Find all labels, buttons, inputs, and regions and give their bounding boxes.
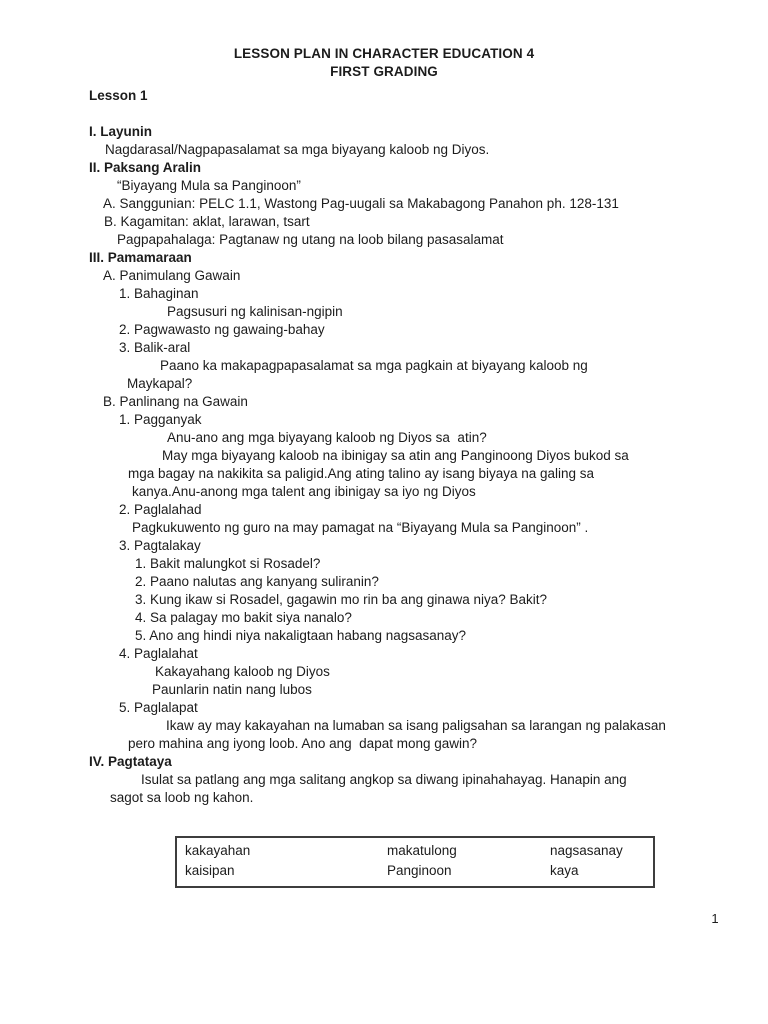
document-heading-line: II. Paksang Aralin xyxy=(89,160,202,175)
document-text-line: B. Panlinang na Gawain xyxy=(103,394,248,409)
document-text-line: 2. Paglalahad xyxy=(119,502,202,517)
document-text-line: Anu-ano ang mga biyayang kaloob ng Diyos sa atin? xyxy=(167,430,487,445)
document-text-line: Paunlarin natin nang lubos xyxy=(152,682,312,697)
word-bank-item: nagsasanay xyxy=(550,843,623,858)
document-text-line: sagot sa loob ng kahon. xyxy=(110,790,254,805)
document-text-line: 3. Balik-aral xyxy=(119,340,191,355)
document-text-line: Pagkukuwento ng guro na may pamagat na “Biyayang Mula sa Panginoon” . xyxy=(132,520,589,535)
document-text-line: Kakayahang kaloob ng Diyos xyxy=(155,664,330,679)
document-text-line: Maykapal? xyxy=(127,376,193,391)
document-text-line: 4. Sa palagay mo bakit siya nanalo? xyxy=(135,610,352,625)
document-text-line: “Biyayang Mula sa Panginoon” xyxy=(117,178,301,193)
document-title-block xyxy=(0,45,768,81)
document-body xyxy=(0,87,768,807)
document-text-line: kanya.Anu-anong mga talent ang ibinigay sa iyo ng Diyos xyxy=(132,484,476,499)
document-text-line: A. Sanggunian: PELC 1.1, Wastong Pag-uugali sa Makabagong Panahon ph. 128-131 xyxy=(103,196,619,211)
document-text-line: Nagdarasal/Nagpapasalamat sa mga biyayang kaloob ng Diyos. xyxy=(105,142,490,157)
word-bank-grid xyxy=(185,841,653,881)
word-bank-box xyxy=(175,836,655,888)
document-text-line: 5. Ano ang hindi niya nakaligtaan habang nagsasanay? xyxy=(135,628,467,643)
document-text-line: A. Panimulang Gawain xyxy=(103,268,241,283)
document-text-line: pero mahina ang iyong loob. Ano ang dapat mong gawin? xyxy=(128,736,478,751)
document-text-line: 5. Paglalapat xyxy=(119,700,198,715)
document-text-line: Paano ka makapagpapasalamat sa mga pagkain at biyayang kaloob ng xyxy=(160,358,588,373)
document-heading-line: III. Pamamaraan xyxy=(89,250,192,265)
word-bank-item: kakayahan xyxy=(185,843,251,858)
document-text-line: May mga biyayang kaloob na ibinigay sa atin ang Panginoong Diyos bukod sa xyxy=(162,448,629,463)
document-text-line: 2. Paano nalutas ang kanyang suliranin? xyxy=(135,574,379,589)
document-text-line: 2. Pagwawasto ng gawaing-bahay xyxy=(119,322,325,337)
document-text-line: 4. Paglalahat xyxy=(119,646,198,661)
document-heading-line: I. Layunin xyxy=(89,124,153,139)
word-bank-item: kaya xyxy=(550,863,579,878)
document-text-line: Ikaw ay may kakayahan na lumaban sa isang paligsahan sa larangan ng palakasan xyxy=(166,718,666,733)
document-text-line: Isulat sa patlang ang mga salitang angkop sa diwang ipinahahayag. Hanapin ang xyxy=(141,772,627,787)
word-bank-item: makatulong xyxy=(387,843,457,858)
document-text-line: Pagsusuri ng kalinisan-ngipin xyxy=(167,304,343,319)
document-text-line xyxy=(0,105,768,123)
document-text-line: 3. Kung ikaw si Rosadel, gagawin mo rin ba ang ginawa niya? Bakit? xyxy=(135,592,547,607)
document-heading-line: Lesson 1 xyxy=(89,88,148,103)
document-text-line: 1. Pagganyak xyxy=(119,412,202,427)
document-title: LESSON PLAN IN CHARACTER EDUCATION 4 xyxy=(233,46,535,61)
document-text-line: Pagpapahalaga: Pagtanaw ng utang na loob bilang pasasalamat xyxy=(117,232,504,247)
document-text-line: 1. Bahaginan xyxy=(119,286,199,301)
document-text-line: B. Kagamitan: aklat, larawan, tsart xyxy=(104,214,310,229)
document-text-line: 1. Bakit malungkot si Rosadel? xyxy=(135,556,321,571)
document-text-line: 3. Pagtalakay xyxy=(119,538,201,553)
page-number: 1 xyxy=(711,911,719,926)
document-heading-line: IV. Pagtataya xyxy=(89,754,172,769)
word-bank-item: Panginoon xyxy=(387,863,452,878)
word-bank-item: kaisipan xyxy=(185,863,235,878)
document-text-line: mga bagay na nakikita sa paligid.Ang ating talino ay isang biyaya na galing sa xyxy=(128,466,595,481)
document-subtitle: FIRST GRADING xyxy=(330,64,438,79)
